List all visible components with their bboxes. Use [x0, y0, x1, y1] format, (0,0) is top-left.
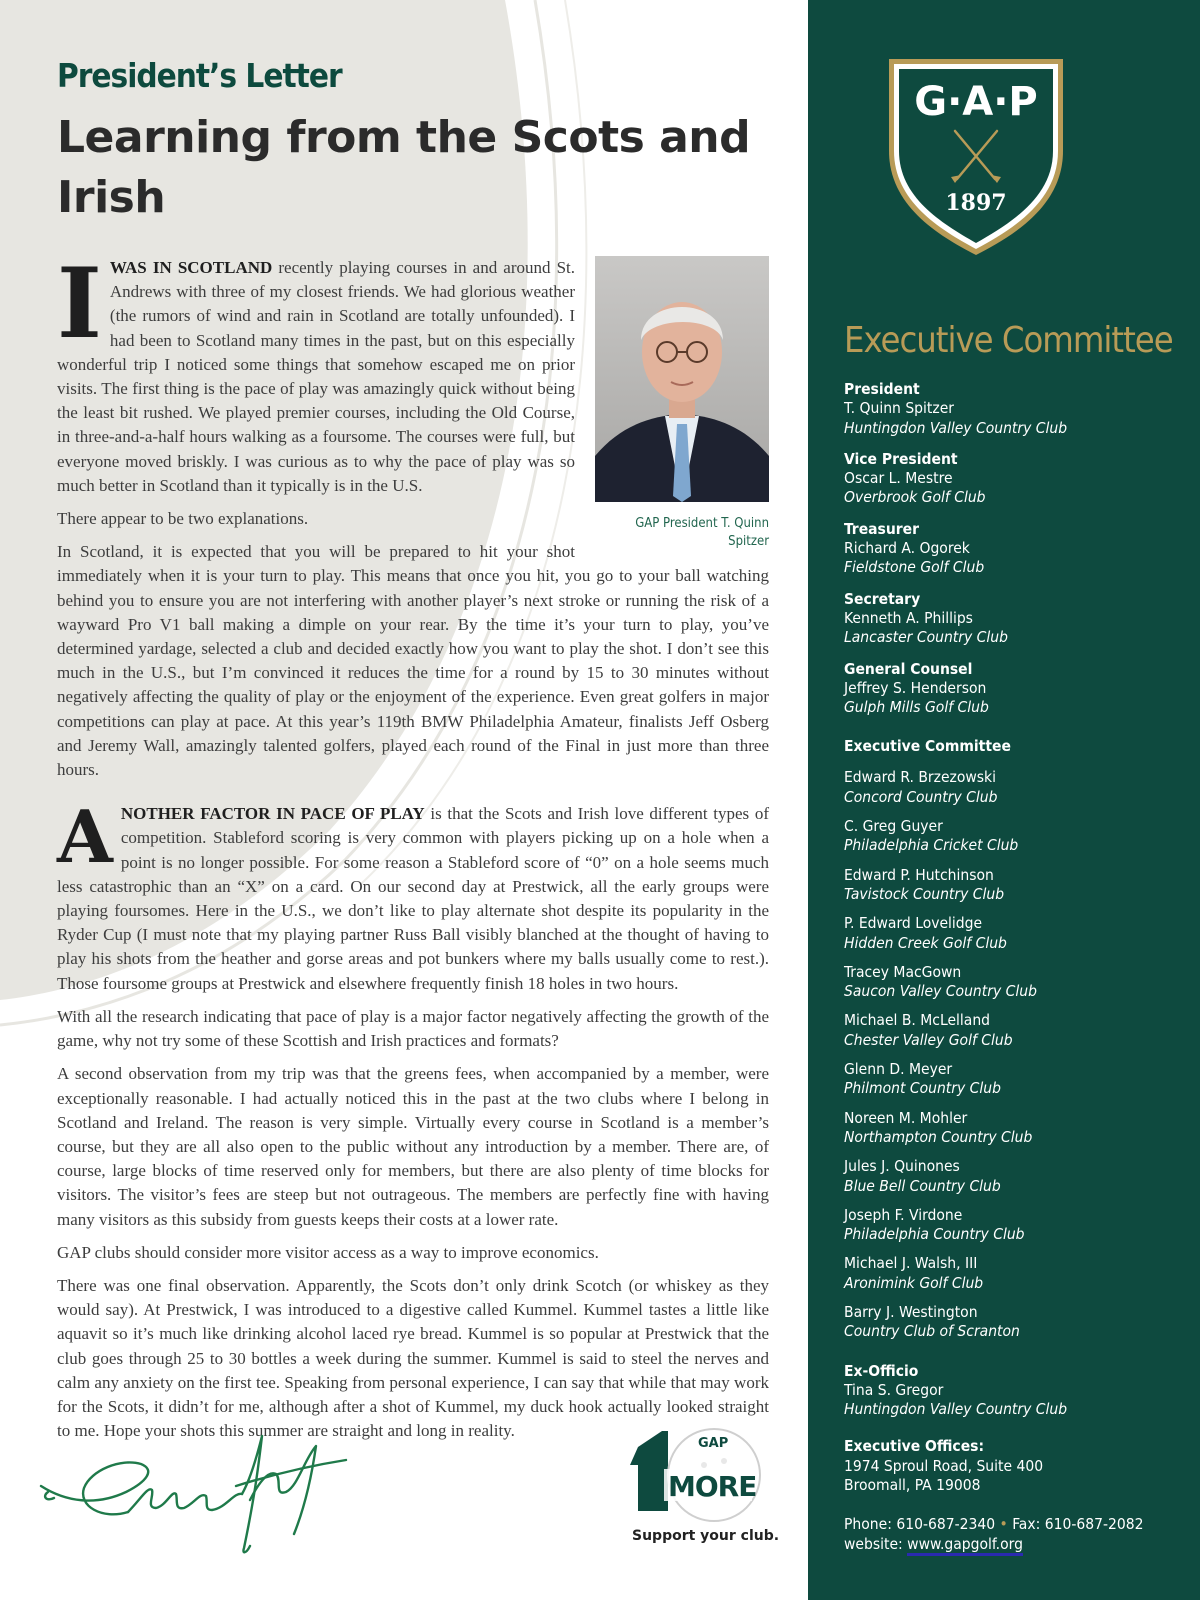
committee-member [844, 817, 1184, 856]
ex-officio [844, 1362, 1184, 1420]
officer-secretary [844, 590, 1184, 648]
executive-committee-sidebar [808, 0, 1200, 1600]
contact-info [844, 1515, 1184, 1554]
officer-role: Treasurer [844, 519, 920, 538]
one-more-badge-text: GAP [698, 1436, 729, 1451]
paragraph-8: There was one final observation. Apparently, the Scots don’t only drink Scotch (or whiskey as they would say). At Prestwick, I was introduced to a digestive called Kummel. Kummel tastes a little like aquavit so it’s much like drinking alcohol laced rye bread. Kummel is so popular at Prestwick that the club goes through 25 to 30 bottles a week during the summer. Kummel is said to steel the nerves and calm any anxiety on the first tee. Speaking from personal experience, I can say that while that may work for the Scots, it didn’t for me, although after a shot of Kummel, my duck hook actually looked straight to me. Hope your shots this summer are straight and long in reality. [57, 1275, 769, 1441]
article-title: Learning from the Scots and Irish [57, 112, 751, 223]
paragraph-4-text: is that the Scots and Irish love different types of competition. Stableford scoring is very common with players picking up on a hole when a point is no longer possible. For some reason a Stableford score of “0” on a hole seems much less catastrophic than an “X” on a card. On our second day at Prestwick, all the early groups were playing foursomes. Here in the U.S., we don’t like to play alternate shot despite its popularity in the Ryder Cup (I must note that my playing partner Russ Ball visibly blanched at the thought of having to play his shots from the heather and gorse areas and pot bunkers where my balls usually come to rest.). Those foursome groups at Prestwick and elsewhere frequently finish 18 holes in two hours. [57, 804, 769, 993]
committee-member [844, 1060, 1184, 1099]
member-club: Hidden Creek Golf Club [844, 933, 1007, 952]
member-name: Glenn D. Meyer [844, 1060, 953, 1079]
member-name: Noreen M. Mohler [844, 1108, 968, 1127]
officer-club: Fieldstone Golf Club [844, 558, 985, 577]
gap-crest-logo [885, 55, 1067, 259]
paragraph-4 [57, 794, 769, 996]
president-portrait-image [595, 256, 769, 502]
member-name: Barry J. Westington [844, 1302, 978, 1321]
member-club: Tavistock Country Club [844, 884, 1005, 903]
member-club: Northampton Country Club [844, 1127, 1033, 1146]
member-club: Concord Country Club [844, 787, 998, 806]
dropcap-i: I [57, 247, 102, 360]
paragraph-3: In Scotland, it is expected that you will be prepared to hit your shot immediately when it is your turn to play. This means that once you hit, you go to your ball watching behind you to ensure you are not interfering with another player’s next stroke or running the risk of a wayward Pro V1 ball making a dimple on your rear. By the time it’s your turn to play, you’ve determined yardage, selected a club and decided exactly how you want to play the shot. I don’t see this much in the U.S., but I’m convinced it reduces the time for a round by 15 to 30 minutes without negatively affecting the quality of play or the enjoyment of the experience. Even great golfers in major competitions can play at pace. At this year’s 119th BMW Philadelphia Amateur, finalists Jeff Osberg and Jeremy Wall, amazingly talented golfers, played each round of the Final in just more than three hours. [57, 542, 769, 780]
committee-member [844, 914, 1184, 953]
member-club: Country Club of Scranton [844, 1322, 1020, 1341]
website-line [844, 1535, 1184, 1554]
paragraph-2: There appear to be two explanations. [57, 509, 309, 529]
website-label: website: [844, 1534, 908, 1553]
lead-in-2: NOTHER FACTOR IN PACE OF PLAY [120, 804, 425, 824]
officer-club: Gulph Mills Golf Club [844, 698, 989, 717]
committee-member [844, 1254, 1184, 1293]
member-name: P. Edward Lovelidge [844, 914, 983, 933]
officer-club: Lancaster Country Club [844, 628, 1008, 647]
ex-officio-name: Tina S. Gregor [844, 1380, 944, 1399]
section-kicker: President’s Letter [57, 56, 342, 95]
member-club: Saucon Valley Country Club [844, 982, 1037, 1001]
officer-role: Secretary [844, 589, 921, 608]
committee-member [844, 1303, 1184, 1342]
committee-member [844, 963, 1184, 1002]
crest-year: 1897 [945, 190, 1007, 216]
phone-number: Phone: 610-687-2340 [844, 1515, 996, 1534]
committee-member [844, 1011, 1184, 1050]
committee-member [844, 1157, 1184, 1196]
officer-general-counsel [844, 660, 1184, 718]
committee-member [844, 768, 1184, 807]
photo-caption: GAP President T. Quinn Spitzer [635, 516, 769, 549]
ex-officio-heading: Ex-Officio [844, 1361, 919, 1380]
officer-name: Oscar L. Mestre [844, 469, 953, 488]
article-body [57, 247, 769, 1443]
member-name: Jules J. Quinones [844, 1157, 960, 1176]
paragraph-5: With all the research indicating that pace of play is a major factor negatively affecting the growth of the game, why not try some of these Scottish and Irish practices and formats? [57, 1006, 769, 1051]
member-name: Edward P. Hutchinson [844, 865, 994, 884]
paragraph-6: A second observation from my trip was that the greens fees, when accompanied by a member, were exceptionally reasonable. I had actually noticed this in the past at the two clubs where I belong in Scotland and Ireland. The reason is very simple. Virtually every course in Scotland is a member’s course, but they are all also open to the public without any introduction by a member. There are, of course, large blocks of time reserved only for members, but there are also plenty of time blocks for visitors. The visitor’s fees are steep but not outrageous. The members are perfectly fine with having many visitors as this subsidy from guests keeps their costs at a lower rate. [57, 1064, 769, 1229]
member-name: Michael B. McLelland [844, 1011, 991, 1030]
president-signature-image [36, 1430, 351, 1560]
member-name: C. Greg Guyer [844, 817, 943, 836]
committee-member [844, 1109, 1184, 1148]
officer-role: Vice President [844, 449, 958, 468]
member-name: Tracey MacGown [844, 962, 962, 981]
website-link[interactable]: www.gapgolf.org [907, 1535, 1023, 1556]
officer-club: Overbrook Golf Club [844, 488, 986, 507]
officer-treasurer [844, 520, 1184, 578]
member-club: Blue Bell Country Club [844, 1176, 1001, 1195]
executive-offices [844, 1437, 1184, 1495]
dropcap-a: A [57, 794, 113, 880]
sidebar-title: Executive Committee [844, 320, 1173, 361]
officer-name: Jeffrey S. Henderson [844, 678, 987, 697]
one-more-word: MORE [668, 1470, 757, 1503]
member-club: Philadelphia Country Club [844, 1225, 1025, 1244]
member-club: Chester Valley Golf Club [844, 1030, 1013, 1049]
officer-role: President [844, 380, 920, 398]
bullet-separator-icon: • [999, 1515, 1013, 1534]
lead-in-1: WAS IN SCOTLAND [109, 258, 273, 277]
committee-members-heading: Executive Committee [844, 737, 1011, 756]
phone-fax-line [844, 1515, 1184, 1534]
officer-name: Richard A. Ogorek [844, 539, 970, 558]
officer-name: Kenneth A. Phillips [844, 608, 973, 627]
letter-column [57, 52, 769, 1452]
officer-role: General Counsel [844, 659, 973, 678]
member-club: Philadelphia Cricket Club [844, 836, 1019, 855]
fax-number: Fax: 610-687-2082 [1012, 1515, 1144, 1534]
member-club: Philmont Country Club [844, 1079, 1001, 1098]
offices-address-line2: Broomall, PA 19008 [844, 1476, 981, 1495]
offices-heading: Executive Offices: [844, 1437, 985, 1456]
member-name: Michael J. Walsh, III [844, 1254, 978, 1273]
member-club: Aronimink Golf Club [844, 1273, 984, 1292]
president-photo-figure [593, 256, 769, 551]
officer-name: T. Quinn Spitzer [844, 399, 955, 418]
committee-member [844, 1206, 1184, 1245]
member-name: Joseph F. Virdone [844, 1205, 963, 1224]
paragraph-1-text: recently playing courses in and around St. Andrews with three of my closest friends. We had glorious weather (the rumors of wind and rain in Scotland are totally unfounded). I had been to Scotland many times in the past, but on this especially wonderful trip I noticed some things that somehow escaped me on prior visits. The first thing is the pace of play was amazingly quick without being the least bit rushed. We played premier courses, including the Old Course, in three-and-a-half hours walking as a foursome. The courses were full, but everyone moved briskly. I was curious as to why the pace of play was so much better in Scotland than it typically is in the U.S. [57, 258, 575, 495]
committee-member [844, 866, 1184, 905]
committee-roster [844, 380, 1184, 1554]
paragraph-7: GAP clubs should consider more visitor access as a way to improve economics. [57, 1242, 599, 1262]
officer-club: Huntingdon Valley Country Club [844, 418, 1068, 437]
one-more-tagline: Support your club. [632, 1528, 780, 1544]
crest-letters: G·A·P [914, 79, 1038, 125]
officer-president [844, 380, 1184, 438]
member-name: Edward R. Brzezowski [844, 768, 997, 787]
ex-officio-club: Huntingdon Valley Country Club [844, 1400, 1068, 1419]
offices-address-line1: 1974 Sproul Road, Suite 400 [844, 1456, 1044, 1475]
officer-vice-president [844, 450, 1184, 508]
